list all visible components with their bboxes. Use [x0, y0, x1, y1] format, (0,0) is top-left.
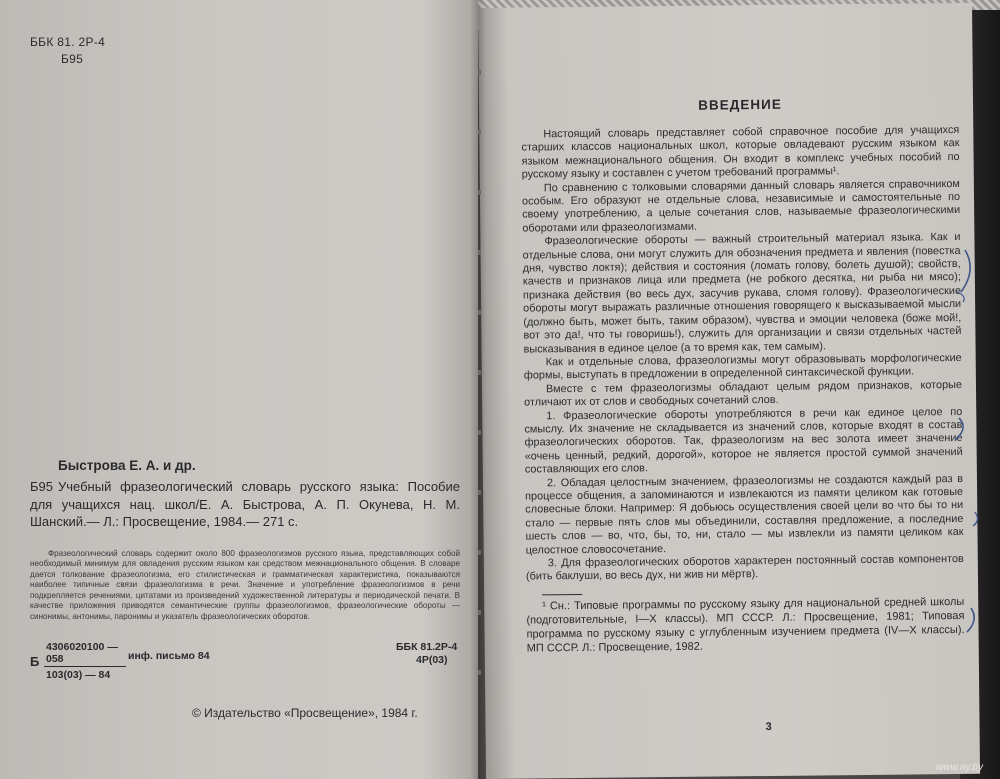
- binding-stitch: [478, 190, 481, 195]
- codes-fraction: [44, 641, 126, 681]
- catalog-card: [30, 457, 460, 720]
- footnote: ¹ Сн.: Типовые программы по русскому языку для национальной средней школы (подготовительные, I—X классы). МП СССР. Л.: Просвещение, 1981; Типовая программа по русскому языку с углубленным изучением предмета (IV—X классы). МП СССР. Л.: Просвещение, 1982.: [526, 595, 965, 655]
- codes-denominator: 103(03) — 84: [46, 668, 111, 681]
- author-heading: Быстрова Е. А. и др.: [58, 458, 196, 473]
- binding-stitch: [478, 430, 481, 435]
- binding-stitch: [478, 550, 481, 555]
- right-page-body: [520, 3, 965, 655]
- binding-stitch: [478, 70, 481, 75]
- binding-stitch: [478, 610, 481, 615]
- paragraph-2: По сравнению с толковыми словарями данный словарь является справочником особым. Его образуют не отдельные слова, независимые и самостоятельные по своему употреблению, а целые сочетания слов, называемые фразеологическими оборотами или фразеологизмами.: [521, 177, 961, 235]
- page-number: 3: [765, 720, 772, 734]
- bbk-code: ББК 81. 2Р-4: [30, 35, 106, 49]
- paragraph-7: 2. Обладая целостным значением, фразеологизмы не создаются каждый раз в процессе общения, а запоминаются и извлекаются из памяти целиком как готовые словесные блоки. Например: Я добьюсь осуществления своей цели во что бы то ни стало — первые пять слов мы объединили, составляя предложение, а последние шесть слов — во, что, бы, то, ни, стало — мы извлекли из памяти целиком как целостное словосочетание.: [525, 472, 964, 557]
- copyright: © Издательство «Просвещение», 1984 г.: [192, 705, 418, 720]
- paragraph-6: 1. Фразеологические обороты употребляются в речи как единое целое по смыслу. Их значение не складывается из значений слов, которые входят в состав фразеологических оборотов. Так, фразеологизм на вес золота имеет значение «очень ценный, редкий, дорогой», которое не является простой суммой значений составляющих его слов.: [524, 405, 963, 476]
- watermark: www.ay.by: [936, 762, 984, 773]
- book-gutter-shadow: [470, 0, 486, 779]
- pen-bracket-mark: [955, 418, 963, 440]
- binding-stitch: [478, 130, 481, 135]
- annotation: Фразеологический словарь содержит около 800 фразеологизмов русского языка, представляющих собой необходимый минимум для овладения русским языком как средством межнационального общения. В словаре дается толкование фразеологизма, его стилистическая и грамматическая характеристика, показываются наиболее типичные связи фразеологизма в речи. Значение и употребление фразеологизмов в речи подкрепляется речениями, цитатами из произведений художественной литературы и периодической печати. В качестве приложения приводятся семантические группы фразеологизмов, фразеологические обороты — синонимы, антонимы, паронимы и указатель фразеологических оборотов.: [30, 548, 460, 622]
- left-page: [0, 0, 478, 779]
- footnote-separator: [542, 594, 582, 595]
- right-page: [478, 3, 980, 779]
- paragraph-8: 3. Для фразеологических оборотов характерен постоянный состав компонентов (бить баклуши, во весь дух, ни жив ни мёртв).: [525, 552, 964, 583]
- pen-bracket-mark: [967, 608, 974, 632]
- page-title: ВВЕДЕНИЕ: [698, 96, 782, 113]
- pen-bracket-mark: [961, 250, 970, 292]
- codes-middle: инф. письмо 84: [128, 649, 210, 662]
- author-mark: Б95: [61, 52, 84, 66]
- entry-text: Учебный фразеологический словарь русского языка: Пособие для учащихся нац. школ/Е. А. Быстрова, А. П. Окунева, Н. М. Шанский.— Л.: Просвещение, 1984.— 271 с.: [30, 479, 460, 529]
- bbk-block: [30, 34, 478, 68]
- entry-mark: Б95: [30, 479, 53, 494]
- codes-right: [396, 641, 457, 667]
- binding-stitch: [478, 310, 481, 315]
- publication-codes: [30, 641, 460, 681]
- paragraph-1: Настоящий словарь представляет собой справочное пособие для учащихся старших классов национальных школ, которые овладевают русским языком как языком межнационального общения. Он входит в комплекс учебных пособий по русскому языку и составлен с учетом требований программы¹.: [521, 123, 960, 181]
- codes-numerator: 4306020100 — 058: [44, 641, 126, 667]
- paragraph-3: Фразеологические обороты — важный строительный материал языка. Как и отдельные слова, они могут служить для обозначения предмета и явления (повестка дня, чувство локтя); действия и состояния (ломать голову, болеть душой); свойств, качеств и признаков лица или предмета (не робкого десятка, ни рыба ни мясо); признака действия (во весь дух, засучив рукава, сломя голову). Фразеологические обороты могут выражать различные отношения говорящего к высказываемой мысли (должно быть, может быть, таким образом), чувства и эмоции человека (боже мой!, вот это да!, что ты говоришь!), служить для организации и связи отдельных частей высказывания в единое целое (а то время как, тем самым).: [522, 231, 962, 356]
- pen-bracket-mark: [973, 512, 978, 526]
- codes-letter: Б: [30, 653, 40, 669]
- codes-right-bottom: 4Р(03): [416, 653, 448, 666]
- codes-right-top: ББК 81.2Р-4: [396, 640, 458, 653]
- binding-stitch: [478, 490, 481, 495]
- binding-stitch: [478, 250, 481, 255]
- binding-stitch: [478, 670, 481, 675]
- binding-stitch: [478, 370, 481, 375]
- pen-bracket-marks: [935, 240, 995, 660]
- pen-bracket-mark: [957, 292, 964, 302]
- paragraph-4: Как и отдельные слова, фразеологизмы могут образовывать морфологические формы, выступать в предложении в определенной синтаксической функции.: [523, 351, 962, 382]
- paragraph-5: Вместе с тем фразеологизмы обладают целым рядом признаков, которые отличают их от слов и свободных сочетаний слов.: [524, 378, 963, 409]
- bibliographic-entry: [30, 478, 460, 531]
